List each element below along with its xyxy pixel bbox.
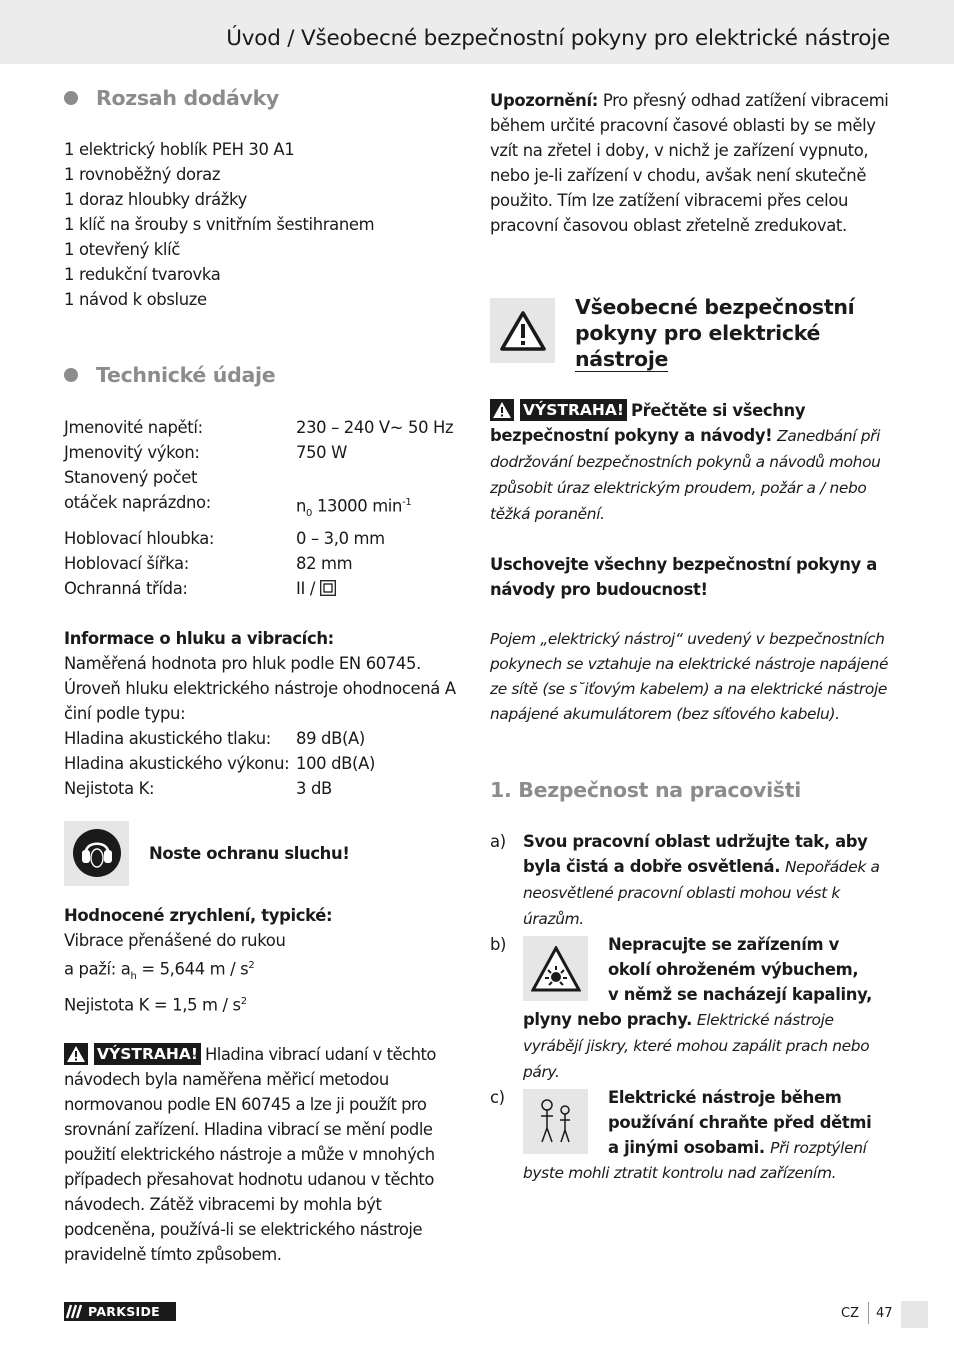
keep-children-away-icon [533,1096,579,1148]
warning-triangle-icon [490,399,514,421]
footer-tab [901,1301,928,1328]
noise-row: Hladina akustického výkonu: 100 dB(A) [64,753,375,773]
section-heading-scope: Rozsah dodávky [64,84,459,112]
section-heading-tech: Technické údaje [64,361,459,389]
tech-row: Hoblovací šířka: 82 mm [64,553,353,573]
noise-heading: Informace o hluku a vibracích: [64,628,334,648]
scope-list [64,137,459,312]
right-column [490,88,890,1186]
noise-row: Hladina akustického tlaku: 89 dB(A) [64,728,365,748]
tech-table [64,415,459,601]
warning-read-all: VÝSTRAHA! Přečtěte si všechny bezpečnostní pokyny a návody! Zanedbání při dodržování bezpečnostních pokynů a návodů mohou způsobit úraz elektrickým proudem, požár a / nebo těžká poranění. [490,401,881,523]
warning-label: VÝSTRAHA! [94,1043,201,1065]
tech-row: otáček naprázdno: $n_0$ 13000 $\min^{-1}$ [64,493,412,519]
footer-divider [868,1302,869,1324]
bullet-icon [64,91,78,105]
page-number: 47 [876,1306,893,1321]
left-column [64,84,459,1267]
tech-row: Ochranná třída: II / [64,576,459,601]
safety-title: Všeobecné bezpečnostní pokyny pro elektrické nástroje [575,295,855,371]
keep-instructions: Uschovejte všechny bezpečnostní pokyny a návody pro budoucnost! [490,555,877,599]
notice-paragraph: Upozornění: Pro přesný odhad zatížení vibracemi během určité pracovní časové oblasti by se měly vzít na zřetel i doby, v nichž je zařízení vypnuto, nebo je-li zařízení v chodu, avšak není skutečně použito. Tím lze zatížení vibracemi přes celou pracovní časovou oblast zřetelně zredukovat. [490,91,889,235]
noise-block: Informace o hluku a vibracích: Naměřená hodnota pro hluk podle EN 60745. Úroveň hluku elektrického nástroje ohodnocená A činí podle typu: Hladina akustického tlaku: 89 dB(A) Hladina akustického výkonu: 100 dB(A) Nejistota K: 3 dB [64,626,459,801]
keep-children-away-icon-box [523,1089,588,1154]
double-insulation-icon [320,580,336,596]
list-item: c) Elektrické nástroje během používání chraňte před dětmi a jinými osobami. Při rozptýlení byste mohli ztratit kontrolu nad zařízením. [490,1088,872,1182]
ear-protection-notice: Noste ochranu sluchu! [64,821,459,886]
ear-protection-icon [72,828,122,878]
list-item: 1 otevřený klíč [64,240,180,259]
section-heading-workplace: 1. Bezpečnost na pracovišti [490,778,801,802]
parkside-logo: PARKSIDE [64,1302,176,1321]
warning-label: VÝSTRAHA! [520,399,627,421]
list-item: 1 rovnoběžný doraz [64,165,221,184]
explosion-icon-box [523,936,588,1001]
warning-triangle-icon [64,1043,88,1065]
tech-row: Jmenovitý výkon: 750 W [64,443,347,462]
list-item: 1 doraz hloubky drážky [64,190,247,209]
tech-row: Hoblovací hloubka: 0 – 3,0 mm [64,528,385,548]
page-title: Úvod / Všeobecné bezpečnostní pokyny pro elektrické nástroje [226,26,890,51]
list-item: a) Svou pracovní oblast udržujte tak, aby byla čistá a dobře osvětlená. Nepořádek a neosvětlené pracovní oblasti mohou vést k úrazům. [490,832,880,928]
list-item: 1 klíč na šrouby s vnitřním šestihranem [64,215,375,234]
bullet-icon [64,368,78,382]
warning-triangle-icon [500,310,546,352]
list-item: 1 elektrický hoblík PEH 30 A1 [64,140,295,159]
tech-row: Jmenovité napětí: 230 – 240 V~ 50 Hz [64,418,454,437]
list-item: b) Nepracujte se zařízením v okolí ohroženém výbuchem, v němž se nacházejí kapaliny, plyny nebo prachy. Elektrické nástroje vyrábějí jiskry, které mohou zapálit prach nebo páry. [490,935,873,1081]
tech-row: Stanovený počet [64,468,198,487]
warning-vibration: VÝSTRAHA! Hladina vibrací udaní v těchto návodech byla naměřena měřicí metodou normovanou podle EN 60745 a lze ji použít pro srovnání zařízení. Hladina vibrací se mění podle použití elektrického nástroje a může v mnohých případech přesahovat hodnotu udanou v těchto návodech. Zátěž vibracemi by mohla být podceněna, používá-li se elektrického nástroje pravidelně tímto způsobem. [64,1044,436,1264]
explosion-hazard-icon [531,946,581,992]
list-item: 1 návod k obsluze [64,290,207,309]
logo-stripes-icon [64,1302,86,1321]
warning-icon-box [490,298,555,363]
vibration-heading: Hodnocené zrychlení, typické: [64,905,333,925]
language-code: CZ [841,1306,859,1321]
vibration-block: Hodnocené zrychlení, typické: Vibrace přenášené do rukou a paží: $a_h = 5,644$ m / $s^2$ Nejistota K = 1,5 m / $s^2$ [64,903,459,1017]
safety-heading-block [490,294,890,372]
noise-row: Nejistota K: 3 dB [64,778,332,798]
ear-protection-icon-box [64,821,129,886]
list-item: 1 redukční tvarovka [64,265,221,284]
term-definition: Pojem „elektrický nástroj“ uvedený v bezpečnostních pokynech se vztahuje na elektrické nástroje napájené ze sítě (se s˘iťovým kabelem) a na elektrické nástroje napájené akumulátorem (bez síťového kabelu). [490,630,889,723]
